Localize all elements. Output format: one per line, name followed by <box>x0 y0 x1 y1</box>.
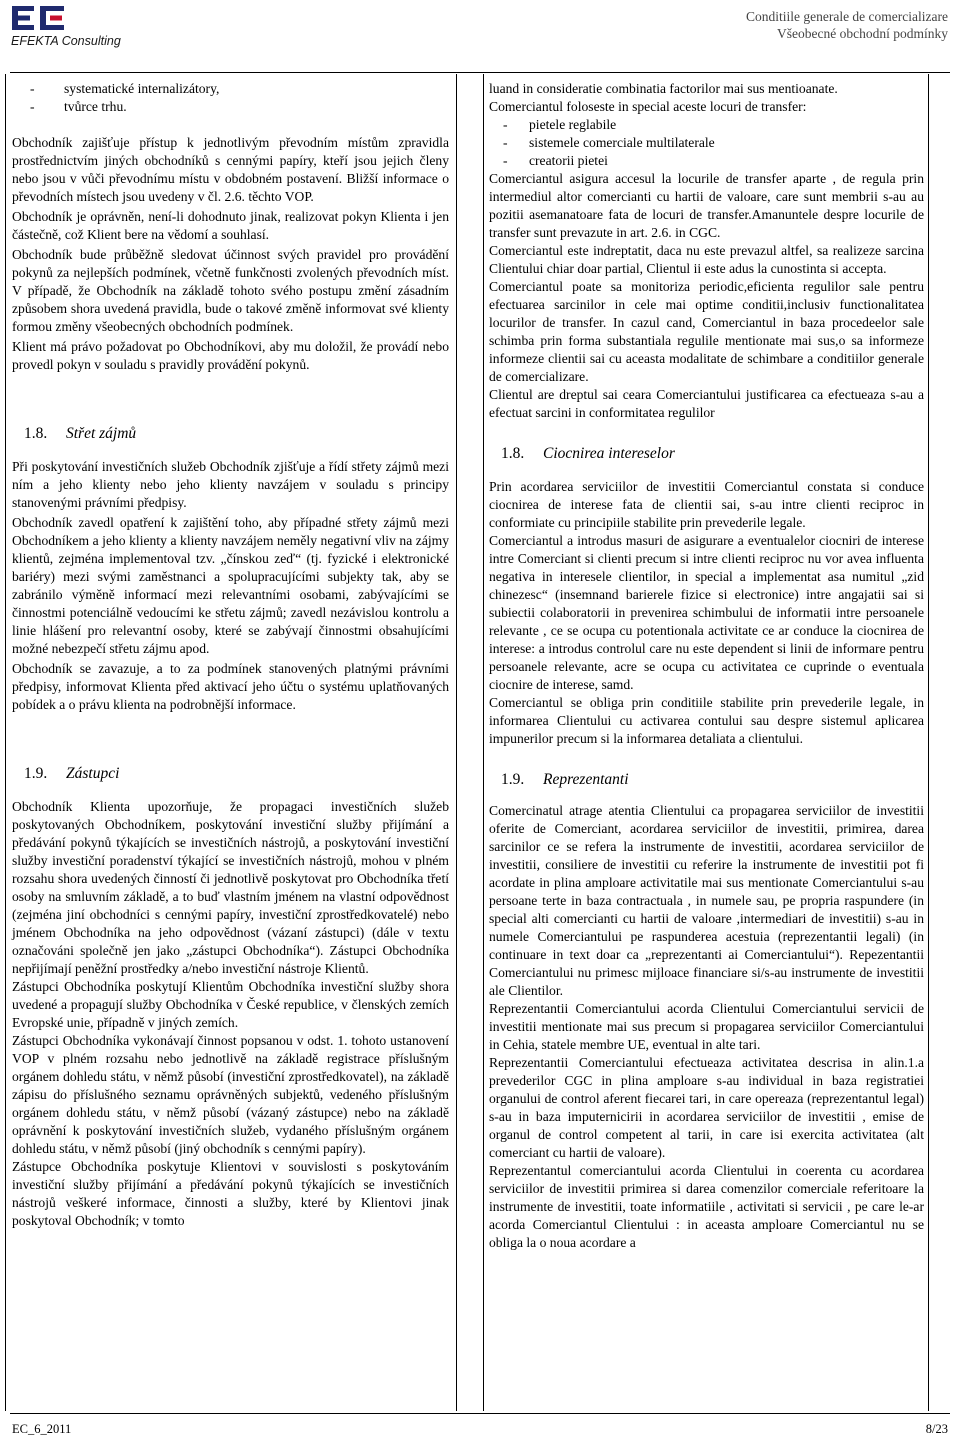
list-item: - tvůrce trhu. <box>30 99 127 114</box>
list-item: - systematické internalizátory, <box>30 81 220 96</box>
paragraph: Obchodník zavedl opatření k zajištění toho, aby případné střety zájmů mezi Obchodníkem a jeho klienty a klienty navzájem neměly negativní vliv na zájmy klientů, zejména implementoval tzv. „čínskou zeď“ (tj. fyzické i elektronické bariéry) mezi svými zaměstnanci a spolupracujícími subjekty tak, aby se zabránilo výměně informací mezi relevantními osobami, zabývajícími se činnostmi potenciálně vedoucími ke střetu zájmů; zavedl nezávislou kontrolu a linie hlášení pro relevantní osoby, které se zabývají činnostmi obsahujícími možné nebezpečí střetu zájmu apod. <box>12 515 449 656</box>
paragraph: Comerciantul a introdus masuri de asigurare a eventualelor ciocniri de interese intre Comerciant si clienti precum si intre clienti reciproc nu vor avea influenta negativa in interesele clientilor, in special a implementat asa numitul „zid chinezesc“ (insemnand barierele fizice si electronice) intre angajatii sai si subiectii colaboratorii in prevenirea schimbului de informatii intre persoanele relevante , ce se ocupa cu potentionala activitate ce ar conduce la ciocnirea de interese: a introdus controlul care nu este dependent si linii de informare pentru persoanele relevante, acre se ocupa cu activitatea ce cuprinde o eventuala ciocnire de interese, samd. <box>489 533 924 692</box>
header-title <box>746 8 948 42</box>
column-border <box>928 74 929 1411</box>
efekta-logo-icon <box>10 4 70 32</box>
header-divider <box>10 72 950 73</box>
column-border <box>456 74 457 1411</box>
paragraph: Zástupce Obchodníka poskytuje Klientovi v souvislosti s poskytováním investiční služby přijímání a předávání pokynů týkajících se investičních nástrojů veškeré informace, činnosti a služby, které by Klientovi jinak poskytoval Obchodník; v tomto <box>12 1159 449 1228</box>
paragraph: Reprezentantul comerciantului acorda Clientului in coerenta cu acordarea serviciilor de investitii primirea si darea comenzilor comerciale referitoare la instrumente de investitii, toate informatiile , activitati si servicii , pe care le-ar acorda Comerciantul Clientului : in aceasta amploare Comerciantul nu se obliga la o noua acordare a <box>489 1163 924 1250</box>
section-heading-1-9: 1.9. Reprezentanti <box>501 771 629 788</box>
paragraph: Obchodník bude průběžně sledovat účinnost svých pravidel pro provádění pokynů za nejlepších podmínek, včetně funkčnosti zvolených převodních míst. V případě, že Obchodník na základě tohoto svého postupu změní zásadním způsobem shora uvedená pravidla, bude o takové změně informovat své klienty formou změny všeobecných obchodních podmínek. <box>12 247 449 334</box>
section-heading-1-8: 1.8. Ciocnirea intereselor <box>501 445 675 462</box>
paragraph: Comerciantul poate sa monitoriza periodic,eficienta regulilor sale pentru efectuarea sarcinilor in cele mai optime conditii,inclusiv functionalitatea locurilor de transfer. In cazul cand, Comerciantul in baza procedeelor sale schimba prin forma substantiala regulile mentionate mai sus,o sa informeze informeze clientii sai cu aceasta modalitate de schimbare a conditiilor generale de comercializare. <box>489 279 924 384</box>
page-number: 8/23 <box>925 1422 948 1436</box>
czech-column <box>12 80 449 1410</box>
paragraph: Prin acordarea serviciilor de investitii Comerciantul constata si conduce ciocnirea de interese fata de clientii sai, s-au intre clienti reciproc in conformiate cu principiile stabilite prin prevederile legale. <box>489 479 924 530</box>
document-code: EC_6_2011 <box>12 1422 72 1436</box>
list-item: - sistemele comerciale multilaterale <box>503 135 715 150</box>
list-item: - creatorii pietei <box>503 153 608 168</box>
header-title-cz: Všeobecné obchodní podmínky <box>777 26 948 41</box>
paragraph: Comercinatul atrage atentia Clientului ca propagarea serviciilor de investitii oferite de Comerciant, acordarea serviciilor de investitii, primirea, darea sarcinilor ce se refera la instrumente de investitii, acordarea serviciilor de investitii, consiliere de investitii cu referire la instrumente de investitii pot fi acordate in plina amploare activitatile mai sus mentionate Comerciantului s-au persoane terte in baza contractuala , in numele sau, pe propria raspundere (in special alti comercianti cu hartii de valoare ,intermediari de investitii) s-au in numele Comerciantului pe raspunderea acestuia (reprezentantii legali) (in continuare in text doar ca „reprezentanti ai Comerciantului“). Repezentantii Comerciantului nu primesc mijloace financiare si/s-au instrumente de investitii ale Clientilor. <box>489 803 924 998</box>
paragraph: Obchodník je oprávněn, není-li dohodnuto jinak, realizovat pokyn Klienta i jen částečně, což Klient bere na vědomí a souhlasí. <box>12 209 449 242</box>
paragraph: Comerciantul asigura accesul la locurile de transfer aparte , de regula prin intermediul altor comercianti cu hartii de valoare, care sunt membrii s-au au pozitii asemanatoare fata de locuri de transfer.Amanuntele despre locurile de transfer sunt prevazute in art. 2.6. in CGC. <box>489 171 924 240</box>
paragraph: luand in consideratie combinatia factorilor mai sus mentioanate. <box>489 81 838 96</box>
paragraph: Comerciantul este indreptatit, daca nu este prevazul altfel, sa realizeze sarcina Clientului chiar doar partial, Clientul ii este adus la cunostinta si accepta. <box>489 243 924 276</box>
paragraph: Reprezentantii Comerciantului efectueaza activitatea descrisa in alin.1.a prevederilor CGC in plina amploare s-au individual in baza registratiei organului de control aferent fiecarei tari, in care opereaza (reprezentantul legal) s-au in baza imputernicirii in acordarea serviciilor de investitii , emise de organul de control competent al tarii, in care isi exercita activitatea (alt comerciant cu hartii de valoare). <box>489 1055 924 1160</box>
section-heading-1-8: 1.8. Střet zájmů <box>24 425 137 442</box>
paragraph: Obchodník zajišťuje přístup k jednotlivým převodním místům zpravidla prostřednictvím jiných obchodníků s cennými papíry, kteří jsou jejich členy nebo jsou v vůči převodnímu místu v obdobném postavení. Bližší informace o převodních místech jsou uvedeny v čl. 2.6. těchto VOP. <box>12 135 449 204</box>
paragraph: Comerciantul foloseste in special aceste locuri de transfer: <box>489 99 807 114</box>
paragraph: Reprezentantii Comerciantului acorda Clientului Comerciantului servicii de investitii mentionate mai sus precum si propagarea serviciilor Comerciantului in Cehia, statele membre UE, eventual in alte tari. <box>489 1001 924 1052</box>
list-item: - pietele reglabile <box>503 117 617 132</box>
paragraph: Zástupci Obchodníka poskytují Klientům Obchodníka investiční služby shora uvedené a propagují služby Obchodníka v České republice, v členských zemích Evropské unie, případně v jiných zemích. <box>12 979 449 1030</box>
paragraph: Při poskytování investičních služeb Obchodník zjišťuje a řídí střety zájmů mezi ním a jeho klienty nebo jeho klienty navzájem v souladu s principy stanovenými právními předpisy. <box>12 459 449 510</box>
paragraph: Clientul are dreptul sai ceara Comerciantului justificarea ca efectueaza s-au a efectuat sarcini in conformitatea regulilor <box>489 387 924 420</box>
header-title-ro: Conditiile generale de comercializare <box>745 9 948 24</box>
paragraph: Zástupci Obchodníka vykonávají činnost popsanou v odst. 1. tohoto ustanovení VOP v plném rozsahu nebo jednotlivě na základě registrace příslušným orgánem dohledu státu, v němž působí (investiční zprostředkovatel), na základě zápisu do příslušného seznamu oprávněných subjektů, vedeného příslušným orgánem dohledu státu, v němž působí (vázaný zástupce) nebo na základě oprávnění k poskytování investičních služeb, vydaného příslušným orgánem dohledu státu, v němž působí (jiný obchodník s cennými papíry). <box>12 1033 449 1156</box>
column-border <box>483 74 484 1411</box>
column-border <box>5 74 6 1411</box>
paragraph: Obchodník se zavazuje, a to za podmínek stanovených platnými právními předpisy, informovat Klienta před aktivací jeho účtu o systému uplatňovaných pobídek a o právu klienta na podrobnější informace. <box>12 661 449 712</box>
paragraph: Obchodník Klienta upozorňuje, že propagaci investičních služeb poskytovaných Obchodníkem, poskytování investiční služby přijímání a předávání pokynů týkajících se investičních nástrojů, a poskytování investiční služby investiční poradenství týkající se investičních nástrojů, mohou v plném rozsahu shora uvedených činností či jednotlivě poskytovat pro Obchodníka třetí osoby na smluvním základě, a to buď vlastním jménem na vlastní odpovědnost (zejména jiní obchodníci s cennými papíry, investiční zprostředkovatelé) nebo jménem Obchodníka na jeho odpovědnost (vázaní zástupci) (dále v textu označováni společně jen jako „zástupci Obchodníka“). Zástupci Obchodníka nepřijímají peněžní prostředky a/nebo investiční nástroje Klientů. <box>12 799 449 976</box>
footer-divider <box>10 1413 950 1414</box>
paragraph: Comerciantul se obliga prin conditiile stabilite prin prevederile legale, in informarea Clientului cu activarea contului sau despre sistemul aplicarea impunerilor precum si la informarea detaliata a clientului. <box>489 695 924 746</box>
efekta-logo <box>10 4 120 50</box>
paragraph: Klient má právo požadovat po Obchodníkovi, aby mu doložil, že provádí nebo provedl pokyn v souladu s pravidly provádění pokynů. <box>12 339 449 372</box>
romanian-column <box>489 80 924 1410</box>
section-heading-1-9: 1.9. Zástupci <box>24 765 120 782</box>
page-header <box>0 0 960 60</box>
logo-text: EFEKTA Consulting <box>11 34 121 48</box>
